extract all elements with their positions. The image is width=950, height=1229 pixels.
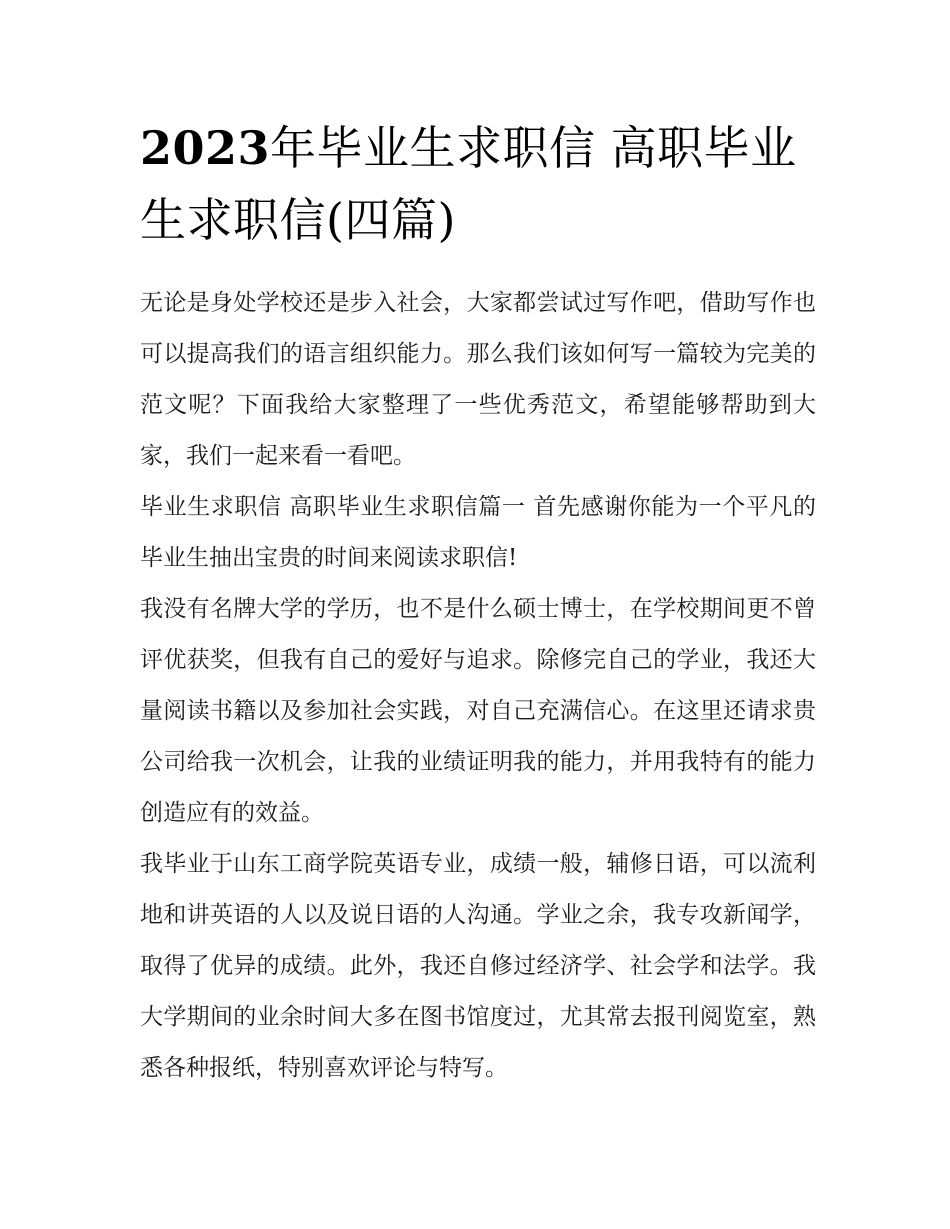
paragraph-greeting: 毕业生求职信 高职毕业生求职信篇一 首先感谢你能为一个平凡的毕业生抽出宝贵的时间来阅读求职信! bbox=[140, 494, 816, 571]
document-title bbox=[140, 112, 816, 256]
title-year: 2023 bbox=[140, 121, 271, 175]
document-body bbox=[140, 112, 816, 1094]
paragraph-intro: 无论是身处学校还是步入社会，大家都尝试过写作吧，借助写作也可以提高我们的语言组织能力。那么我们该如何写一篇较为完美的范文呢？下面我给大家整理了一些优秀范文，希望能够帮助到大家，我们一起来看一看吧。 bbox=[140, 290, 816, 469]
title-text: 年毕业生求职信 高职毕业生求职信(四篇) bbox=[140, 121, 797, 247]
paragraph-self-description: 我没有名牌大学的学历，也不是什么硕士博士，在学校期间更不曾评优获奖，但我有自己的爱好与追求。除修完自己的学业，我还大量阅读书籍以及参加社会实践，对自己充满信心。在这里还请求贵公司给我一次机会，让我的业绩证明我的能力，并用我特有的能力创造应有的效益。 bbox=[140, 596, 816, 826]
paragraph-education: 我毕业于山东工商学院英语专业，成绩一般，辅修日语，可以流利地和讲英语的人以及说日语的人沟通。学业之余，我专攻新闻学，取得了优异的成绩。此外，我还自修过经济学、社会学和法学。我大学期间的业余时间大多在图书馆度过，尤其常去报刊阅览室，熟悉各种报纸，特别喜欢评论与特写。 bbox=[140, 851, 816, 1081]
